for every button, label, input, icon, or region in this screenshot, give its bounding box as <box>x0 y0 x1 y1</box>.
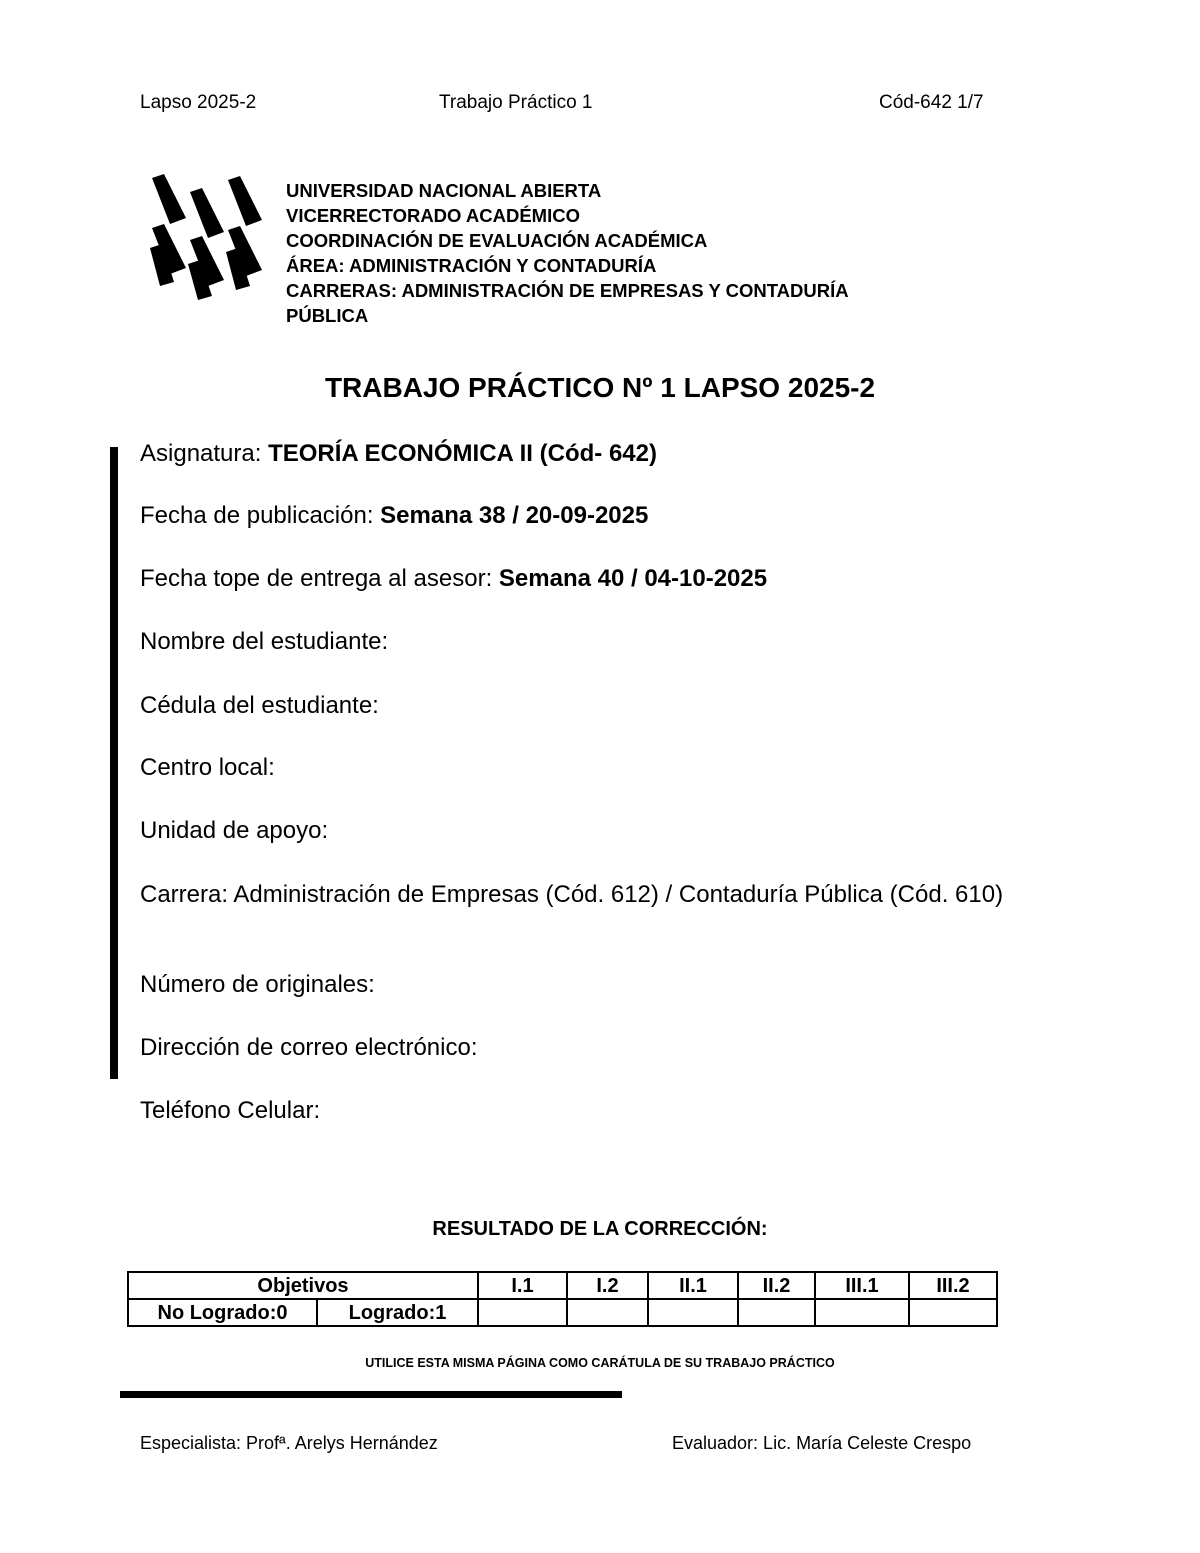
logrado-label: Logrado:1 <box>317 1299 478 1326</box>
table-row <box>128 1272 997 1299</box>
objective-header: I.2 <box>567 1272 648 1299</box>
score-cell[interactable] <box>738 1299 815 1326</box>
no-logrado-label: No Logrado:0 <box>128 1299 317 1326</box>
objectives-table <box>127 1271 998 1327</box>
score-cell[interactable] <box>648 1299 738 1326</box>
horizontal-divider <box>120 1391 622 1398</box>
field-value: Semana 40 / 04-10-2025 <box>498 565 768 592</box>
footer-evaluador: Evaluador: Lic. María Celeste Crespo <box>672 1433 972 1453</box>
table-row <box>128 1299 997 1326</box>
header-document-title: Trabajo Práctico 1 <box>439 92 593 113</box>
field-label: Asignatura: <box>140 440 269 467</box>
vertical-divider <box>110 447 118 1079</box>
field-unidad-apoyo: Unidad de apoyo: <box>140 817 329 844</box>
field-carrera: Carrera: Administración de Empresas (Cód. 612) / Contaduría Pública (Cód. 610) <box>140 881 1004 908</box>
score-cell[interactable] <box>815 1299 909 1326</box>
institution-line: VICERRECTORADO ACADÉMICO <box>286 205 580 226</box>
field-entrega <box>140 564 1061 594</box>
objetivos-header: Objetivos <box>128 1272 478 1299</box>
institution-line: PÚBLICA <box>286 305 369 326</box>
objective-header: II.1 <box>648 1272 738 1299</box>
field-centro-local: Centro local: <box>140 754 275 781</box>
institution-line: UNIVERSIDAD NACIONAL ABIERTA <box>286 180 602 201</box>
objective-header: III.2 <box>909 1272 997 1299</box>
page-title: TRABAJO PRÁCTICO Nº 1 LAPSO 2025-2 <box>324 372 876 403</box>
objective-header: I.1 <box>478 1272 567 1299</box>
institution-line: CARRERAS: ADMINISTRACIÓN DE EMPRESAS Y CONTADURÍA <box>286 280 849 301</box>
field-originales: Número de originales: <box>140 971 375 998</box>
objective-header: II.2 <box>738 1272 815 1299</box>
header-code-page: Cód-642 1/7 <box>879 92 984 113</box>
score-cell[interactable] <box>909 1299 997 1326</box>
institution-line: ÁREA: ADMINISTRACIÓN Y CONTADURÍA <box>286 255 657 276</box>
field-telefono: Teléfono Celular: <box>140 1097 321 1124</box>
field-correo: Dirección de correo electrónico: <box>140 1034 478 1061</box>
institution-block <box>286 178 986 328</box>
field-value: Semana 38 / 20-09-2025 <box>380 502 649 529</box>
field-publicacion <box>140 501 1061 531</box>
footer-especialista: Especialista: Profª. Arelys Hernández <box>140 1433 438 1453</box>
header-lapso: Lapso 2025-2 <box>140 92 257 113</box>
institution-line: COORDINACIÓN DE EVALUACIÓN ACADÉMICA <box>286 230 708 251</box>
field-nombre: Nombre del estudiante: <box>140 628 389 655</box>
objective-header: III.1 <box>815 1272 909 1299</box>
result-title: RESULTADO DE LA CORRECCIÓN: <box>432 1218 768 1240</box>
field-asignatura <box>140 439 1061 469</box>
field-value: TEORÍA ECONÓMICA II (Cód- 642) <box>268 440 657 467</box>
field-label: Fecha tope de entrega al asesor: <box>140 565 499 592</box>
una-logo <box>150 174 262 300</box>
field-label: Fecha de publicación: <box>140 502 381 529</box>
score-cell[interactable] <box>567 1299 648 1326</box>
cover-note: UTILICE ESTA MISMA PÁGINA COMO CARÁTULA DE SU TRABAJO PRÁCTICO <box>365 1356 835 1370</box>
score-cell[interactable] <box>478 1299 567 1326</box>
field-cedula: Cédula del estudiante: <box>140 692 379 719</box>
